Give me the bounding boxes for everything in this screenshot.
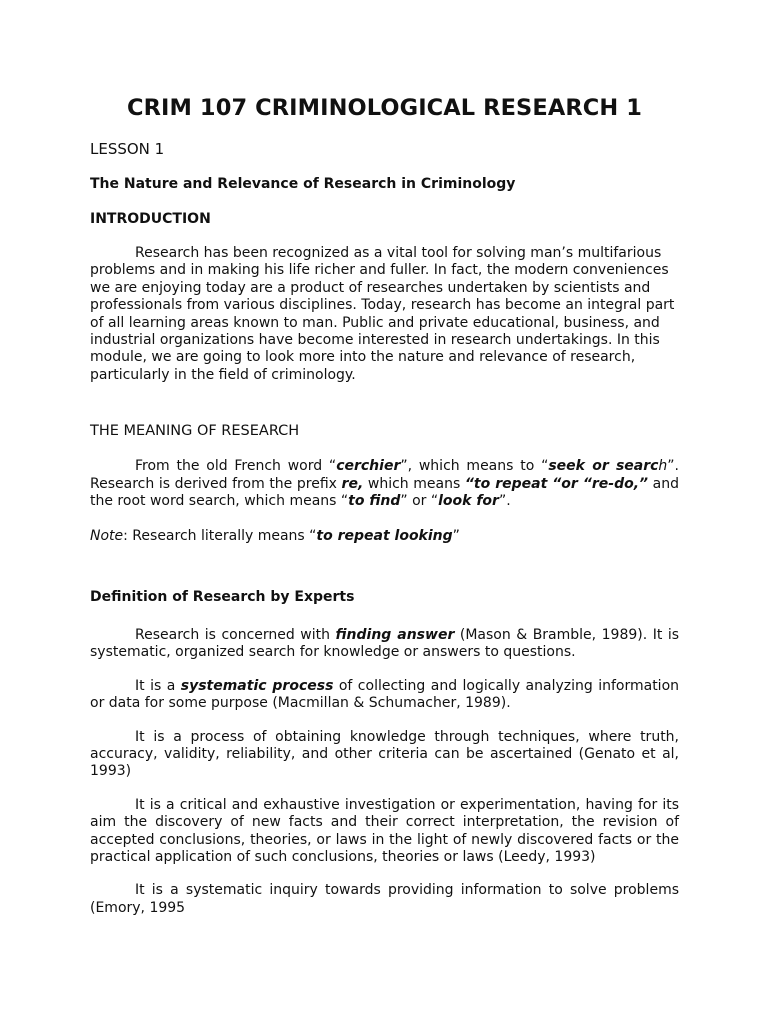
term-to-find: to find	[348, 493, 401, 510]
text-run: of collecting and logically analyzing information or data for some purpose (Macmillan & Schumacher, 1989).	[90, 677, 680, 712]
text-run: ”, which means to “	[400, 458, 549, 475]
lesson-subtitle: The Nature and Relevance of Research in Criminology	[90, 176, 516, 192]
term-cerchier: cerchier	[336, 458, 401, 475]
text-run: ”. Research is derived from the prefix	[90, 458, 679, 492]
text-run: ”.	[498, 493, 511, 510]
definition-paragraph-3: It is a process of obtaining knowledge through techniques, where truth, accuracy, validity, reliability, and other criteria can be ascertained (Genato et al, 1993)	[90, 728, 679, 780]
introduction-heading: INTRODUCTION	[90, 211, 211, 227]
note-paragraph	[90, 510, 679, 545]
definition-paragraph-5: It is a systematic inquiry towards providing information to solve problems (Emory, 1995	[90, 882, 679, 916]
term-to-repeat: “to repeat “or “re-do,”	[464, 475, 649, 492]
text-run: ” or “	[400, 493, 439, 510]
text-run: ”	[452, 528, 460, 545]
text-run: and the root word search, which means “	[90, 475, 680, 510]
term-re: re,	[341, 475, 364, 492]
text-run: Research is concerned with	[135, 626, 336, 643]
text-run: which means	[363, 475, 465, 492]
definition-paragraph-1	[90, 606, 679, 662]
note-label: Note	[90, 528, 124, 545]
term-look-for: look for	[438, 493, 499, 510]
term-systematic-process: systematic process	[180, 677, 334, 694]
meaning-paragraph	[90, 440, 679, 510]
meaning-heading: THE MEANING OF RESEARCH	[90, 423, 300, 440]
text-run: : Research literally means “	[123, 528, 317, 545]
lesson-label: LESSON 1	[90, 140, 165, 158]
document-title: CRIM 107 CRIMINOLOGICAL RESEARCH 1	[127, 95, 642, 121]
definition-paragraph-4: It is a critical and exhaustive investigation or experimentation, having for its aim the discovery of new facts and their correct interpretation, the revision of accepted conclusions, theories, or laws in the light of newly discovered facts or the practical application of such conclusions, theories or laws (Leedy, 1993)	[90, 796, 679, 865]
term-seek-or-search: seek or searc	[548, 458, 659, 475]
text-run: It is a	[135, 677, 181, 694]
text-run: (Mason & Bramble, 1989). It is systematic, organized search for knowledge or answers to questions.	[90, 626, 680, 661]
introduction-paragraph: Research has been recognized as a vital tool for solving man’s multifarious problems and in making his life richer and fuller. In fact, the modern conveniences we are enjoying today are a product of researches undertaken by scientists and professionals from various disciplines. Today, research has become an integral part of all learning areas known to man. Public and private educational, business, and industrial organizations have become interested in research undertakings. In this module, we are going to look more into the nature and relevance of research, particularly in the field of criminology.	[90, 245, 675, 383]
definition-paragraph-2	[90, 662, 679, 713]
term-seek-or-search-tail: h	[658, 458, 668, 475]
text-run: From the old French word “	[135, 458, 337, 475]
definitions-heading: Definition of Research by Experts	[90, 588, 355, 605]
term-finding-answer: finding answer	[335, 626, 455, 643]
term-to-repeat-looking: to repeat looking	[316, 528, 453, 545]
